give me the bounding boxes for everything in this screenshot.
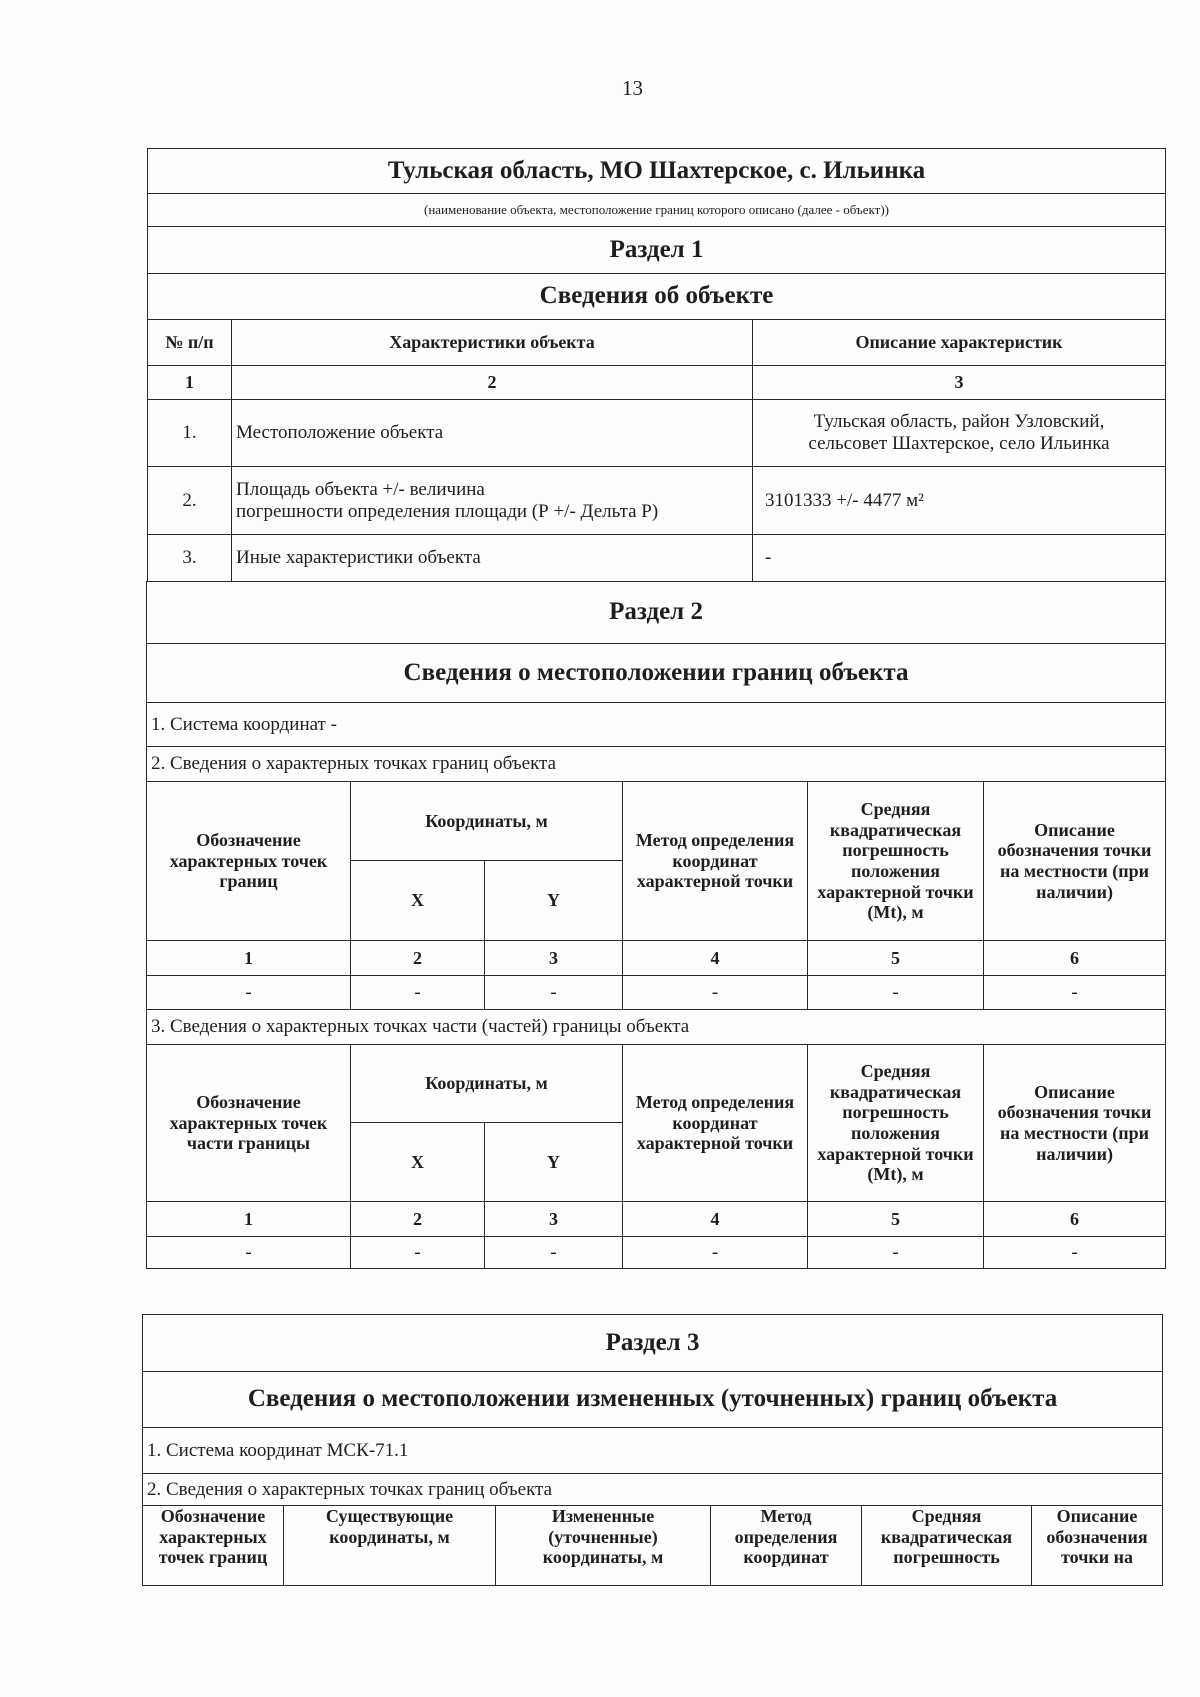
table-row xyxy=(148,467,1166,535)
row-value: 3101333 +/- 4477 м² xyxy=(753,467,1166,535)
table-row xyxy=(147,1237,1166,1269)
section2-table xyxy=(146,581,1166,1269)
header-error: Средняя квадратическая погрешность положения характерной точки (Mt), м xyxy=(808,782,984,941)
header-designation: Обозначение характерных точек границ xyxy=(143,1506,284,1586)
row-name: Иные характеристики объекта xyxy=(232,535,753,582)
section3-table xyxy=(142,1314,1163,1586)
cell: - xyxy=(351,976,485,1010)
header-coords: Координаты, м xyxy=(351,782,623,861)
section1-title: Раздел 1 xyxy=(148,227,1166,274)
object-title: Тульская область, МО Шахтерское, с. Ильинка xyxy=(148,149,1166,194)
col-number: 3 xyxy=(753,366,1166,400)
header-changed-coords: Измененные (уточненные) координаты, м xyxy=(496,1506,711,1586)
cell: - xyxy=(623,976,808,1010)
col-number: 4 xyxy=(623,941,808,976)
cell: - xyxy=(485,976,623,1010)
col-number: 3 xyxy=(485,1202,623,1237)
cell: - xyxy=(984,976,1166,1010)
col-number: 5 xyxy=(808,941,984,976)
row-name xyxy=(232,467,753,535)
section2-title: Раздел 2 xyxy=(147,582,1166,644)
row-name: Местоположение объекта xyxy=(232,400,753,467)
cell: - xyxy=(147,1237,351,1269)
header-characteristics: Характеристики объекта xyxy=(232,320,753,366)
row-num: 3. xyxy=(148,535,232,582)
header-error: Средняя квадратическая погрешность xyxy=(862,1506,1032,1586)
page-number: 13 xyxy=(622,76,643,100)
col-number: 1 xyxy=(147,1202,351,1237)
section1-subtitle: Сведения об объекте xyxy=(148,274,1166,320)
points-title: 2. Сведения о характерных точках границ объекта xyxy=(147,747,1166,782)
col-number: 2 xyxy=(351,941,485,976)
col-number: 1 xyxy=(147,941,351,976)
cell: - xyxy=(808,1237,984,1269)
cell: - xyxy=(808,976,984,1010)
col-number: 2 xyxy=(232,366,753,400)
cell: - xyxy=(984,1237,1166,1269)
row-value: - xyxy=(753,535,1166,582)
value-line: Тульская область, район Узловский, xyxy=(813,411,1105,433)
section1-table xyxy=(147,148,1166,582)
col-number: 2 xyxy=(351,1202,485,1237)
coord-system: 1. Система координат МСК-71.1 xyxy=(143,1428,1163,1474)
header-num: № п/п xyxy=(148,320,232,366)
section2-subtitle: Сведения о местоположении границ объекта xyxy=(147,644,1166,703)
row-value xyxy=(753,400,1166,467)
header-method: Метод определения координат xyxy=(711,1506,862,1586)
table-row xyxy=(148,400,1166,467)
table-row xyxy=(148,535,1166,582)
header-error: Средняя квадратическая погрешность положения характерной точки (Mt), м xyxy=(808,1045,984,1202)
header-y: Y xyxy=(485,861,623,941)
cell: - xyxy=(623,1237,808,1269)
header-y: Y xyxy=(485,1123,623,1202)
coord-system: 1. Система координат - xyxy=(147,703,1166,747)
col-number: 1 xyxy=(148,366,232,400)
cell: - xyxy=(351,1237,485,1269)
header-designation: Обозначение характерных точек части границы xyxy=(147,1045,351,1202)
header-description: Описание обозначения точки на местности (при наличии) xyxy=(984,1045,1166,1202)
name-line: Площадь объекта +/- величина xyxy=(236,478,485,500)
name-line: погрешности определения площади (Р +/- Дельта Р) xyxy=(236,500,659,522)
header-x: X xyxy=(351,861,485,941)
parts-title: 3. Сведения о характерных точках части (частей) границы объекта xyxy=(147,1010,1166,1045)
col-number: 6 xyxy=(984,941,1166,976)
object-caption: (наименование объекта, местоположение границ которого описано (далее - объект)) xyxy=(148,194,1166,227)
header-coords: Координаты, м xyxy=(351,1045,623,1123)
cell: - xyxy=(485,1237,623,1269)
header-description: Описание характеристик xyxy=(753,320,1166,366)
cell: - xyxy=(147,976,351,1010)
table-row xyxy=(147,976,1166,1010)
row-num: 2. xyxy=(148,467,232,535)
col-number: 3 xyxy=(485,941,623,976)
col-number: 5 xyxy=(808,1202,984,1237)
header-x: X xyxy=(351,1123,485,1202)
header-method: Метод определения координат характерной точки xyxy=(623,1045,808,1202)
section3-title: Раздел 3 xyxy=(143,1315,1163,1372)
col-number: 4 xyxy=(623,1202,808,1237)
header-existing-coords: Существующие координаты, м xyxy=(284,1506,496,1586)
points-title: 2. Сведения о характерных точках границ объекта xyxy=(143,1474,1163,1506)
header-description: Описание обозначения точки на местности (при наличии) xyxy=(984,782,1166,941)
header-description: Описание обозначения точки на xyxy=(1032,1506,1163,1586)
col-number: 6 xyxy=(984,1202,1166,1237)
row-num: 1. xyxy=(148,400,232,467)
value-line: сельсовет Шахтерское, село Ильинка xyxy=(808,433,1110,454)
section3-subtitle: Сведения о местоположении измененных (уточненных) границ объекта xyxy=(143,1372,1163,1428)
header-designation: Обозначение характерных точек границ xyxy=(147,782,351,941)
header-method: Метод определения координат характерной точки xyxy=(623,782,808,941)
